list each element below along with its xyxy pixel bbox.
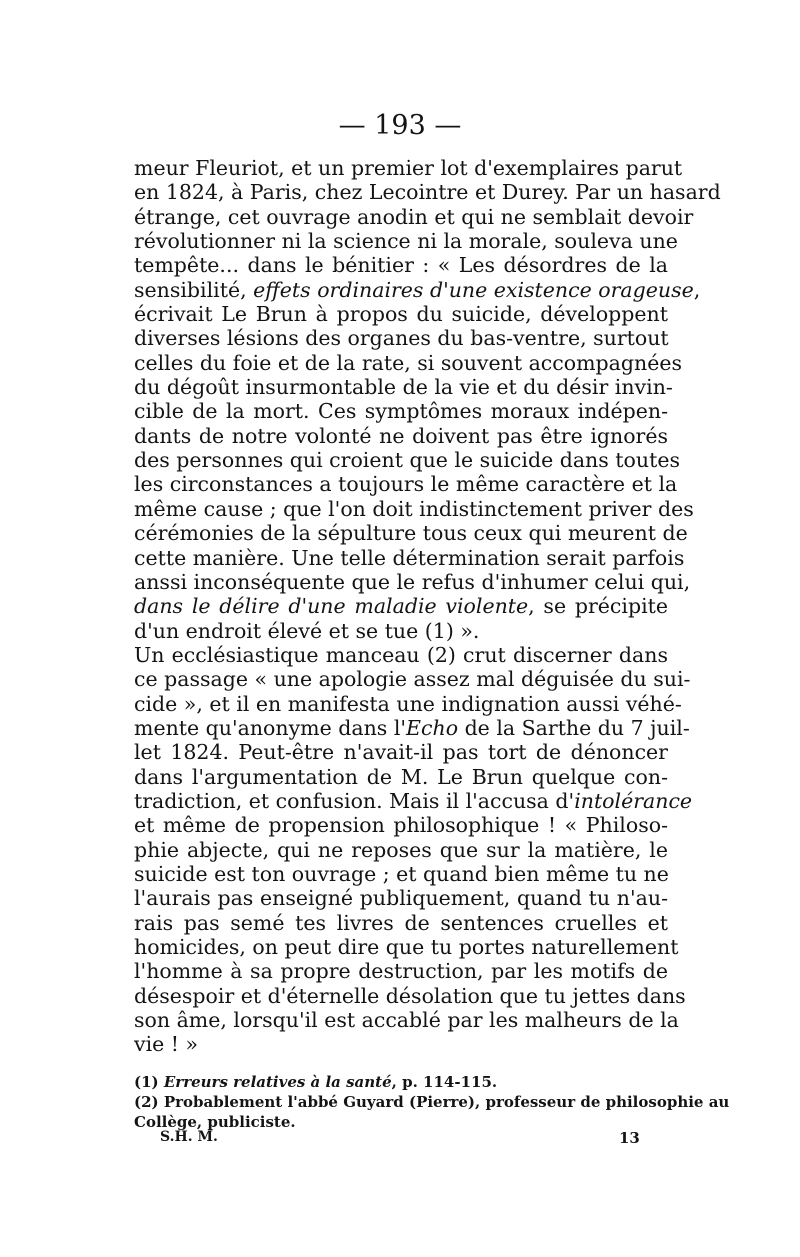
text-line: [134, 667, 691, 692]
text-line: [134, 619, 668, 643]
text-segment: des personnes qui croient que le suicide dans toutes: [134, 448, 680, 473]
text-segment: , p. 114-115.: [391, 1073, 498, 1091]
text-segment: d'un endroit élevé et se tue (1) ».: [134, 618, 480, 643]
text-line: [134, 424, 668, 448]
signature-number: 13: [619, 1129, 640, 1147]
text-segment: désespoir et d'éternelle désolation que tu jettes dans: [134, 983, 686, 1008]
text-segment: et même de propension philosophique ! « Philoso-: [134, 813, 668, 838]
text-line: [134, 375, 673, 400]
text-line: [134, 813, 668, 837]
text-segment: suicide est ton ouvrage ; et quand bien même tu ne: [134, 861, 669, 886]
text-line: [134, 253, 668, 277]
text-segment: dants de notre volonté ne doivent pas être ignorés: [134, 423, 668, 448]
text-line: [134, 496, 694, 521]
text-segment: anssi inconséquente que le refus d'inhumer celui qui,: [134, 569, 691, 594]
text-segment: du dégoût insurmontable de la vie et du désir invin-: [134, 375, 673, 400]
text-line: [134, 788, 693, 813]
text-segment: de la Sarthe du 7 juil-: [458, 715, 690, 740]
text-line: [134, 156, 683, 180]
footnote-line: [134, 1072, 668, 1092]
text-line: [134, 350, 682, 375]
text-segment: ,: [693, 277, 701, 302]
text-segment: rais pas semé tes livres de sentences cruelles et: [134, 910, 668, 935]
text-segment: , se précipite: [528, 594, 668, 619]
text-segment: mente qu'anonyme dans l': [134, 715, 407, 740]
text-segment: diverses lésions des organes du bas-ventre, surtout: [134, 326, 669, 351]
page-number: — 193 —: [338, 110, 462, 141]
text-line: [134, 594, 668, 618]
text-segment: l'aurais pas enseigné publiquement, quand tu n'au-: [134, 886, 668, 911]
text-line: [134, 326, 668, 350]
text-segment: phie abjecte, qui ne reposes que sur la matière, le: [134, 837, 668, 862]
text-line: [134, 399, 668, 423]
italic-text: intolérance: [574, 788, 693, 813]
text-line: [134, 959, 668, 983]
text-segment: Collège, publiciste.: [134, 1113, 296, 1131]
text-segment: cible de la mort. Ces symptômes moraux indépen-: [134, 399, 668, 424]
text-segment: (1): [134, 1073, 164, 1091]
text-segment: même cause ; que l'on doit indistinctement priver des: [134, 496, 694, 521]
text-line: [134, 886, 668, 910]
footnotes: [134, 1072, 730, 1132]
text-line: [134, 277, 701, 302]
text-segment: ce passage « une apologie assez mal déguisée du sui-: [134, 667, 691, 692]
italic-text: Erreurs relatives à la santé: [163, 1073, 392, 1091]
text-segment: étrange, cet ouvrage anodin et qui ne semblait devoir: [134, 204, 694, 229]
text-line: [134, 1008, 679, 1033]
text-segment: écrivait Le Brun à propos du suicide, développent: [134, 302, 668, 327]
text-segment: homicides, on peut dire que tu portes naturellement: [134, 935, 679, 959]
footnote-line: [134, 1092, 730, 1112]
text-line: [134, 204, 694, 229]
text-segment: son âme, lorsqu'il est accablé par les malheurs de la: [134, 1008, 679, 1033]
text-segment: cide », et il en manifesta une indignation aussi véhé-: [134, 691, 682, 716]
text-line: [134, 521, 688, 546]
text-segment: Un ecclésiastique manceau (2) crut discerner dans: [134, 642, 668, 667]
text-segment: tempête... dans le bénitier : « Les désordres de la: [134, 253, 668, 278]
text-segment: tradiction, et confusion. Mais il l'accusa d': [134, 788, 575, 813]
text-line: [134, 448, 680, 473]
text-line: [134, 472, 678, 497]
text-segment: sensibilité,: [134, 277, 254, 302]
text-segment: dans l'argumentation de M. Le Brun quelque con-: [134, 764, 668, 789]
text-segment: en 1824, à Paris, chez Lecointre et Durey. Par un hasard: [134, 180, 721, 205]
text-segment: let 1824. Peut-être n'avait-il pas tort de dénoncer: [134, 740, 668, 765]
text-line: [134, 691, 682, 716]
text-line: [134, 229, 678, 254]
text-line: [134, 569, 691, 594]
text-line: [134, 180, 721, 205]
text-segment: révolutionner ni la science ni la morale, souleva une: [134, 229, 678, 254]
italic-text: dans le délire d'une maladie violente: [134, 594, 529, 619]
signature-mark: S.H. M.: [160, 1129, 218, 1145]
text-segment: cérémonies de la sépulture tous ceux qui meurent de: [134, 521, 688, 546]
text-line: [134, 302, 668, 326]
text-line: [134, 643, 668, 667]
text-segment: vie ! »: [134, 1032, 199, 1057]
text-line: [134, 740, 668, 764]
italic-text: Echo: [406, 715, 459, 740]
text-line: [134, 935, 679, 959]
text-line: [134, 715, 690, 740]
text-line: [134, 545, 685, 570]
body-text: [134, 156, 721, 1057]
text-segment: cette manière. Une telle détermination serait parfois: [134, 545, 685, 570]
text-segment: l'homme à sa propre destruction, par les motifs de: [134, 959, 668, 984]
text-line: [134, 983, 686, 1008]
text-segment: (2) Probablement l'abbé Guyard (Pierre), professeur de philosophie au: [134, 1093, 730, 1111]
text-line: [134, 765, 668, 789]
text-segment: les circonstances a toujours le même caractère et la: [134, 472, 678, 497]
italic-text: effets ordinaires d'une existence orageuse: [253, 277, 694, 302]
text-line: [134, 911, 668, 935]
text-line: [134, 838, 668, 862]
text-segment: celles du foie et de la rate, si souvent accompagnées: [134, 350, 682, 375]
text-line: [134, 1032, 668, 1056]
text-line: [134, 862, 668, 886]
text-segment: meur Fleuriot, et un premier lot d'exemplaires parut: [134, 156, 683, 180]
